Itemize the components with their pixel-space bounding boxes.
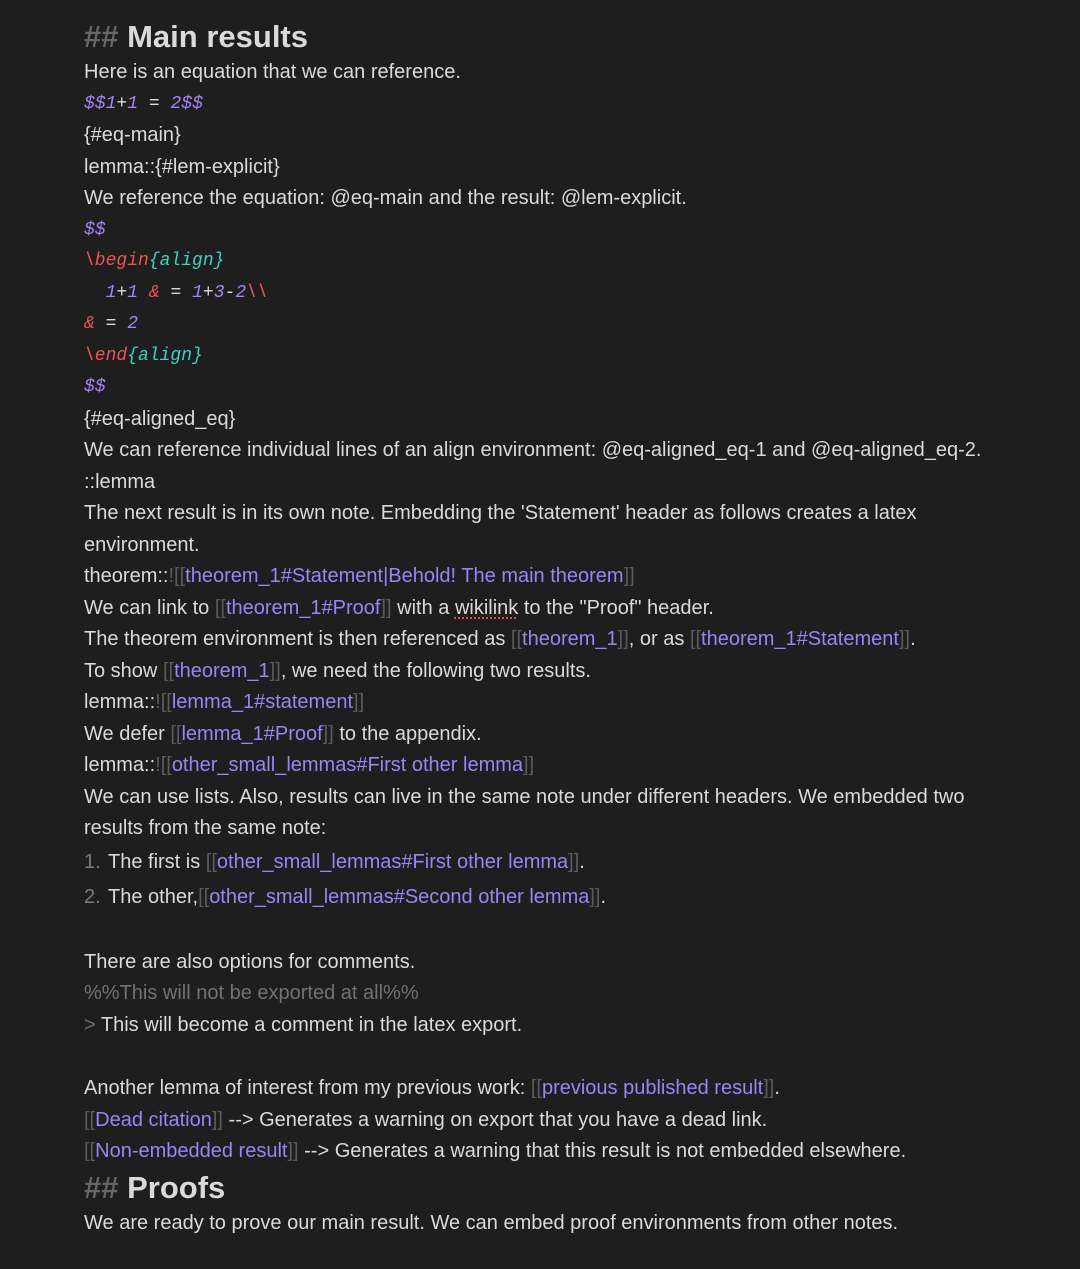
link-bracket: ]] <box>322 722 334 745</box>
wikilink-previous-result[interactable]: previous published result <box>541 1077 764 1099</box>
text: The first is <box>108 850 206 873</box>
heading-main-results <box>84 0 1004 57</box>
wikilink-theorem-proof[interactable]: theorem_1#Proof <box>225 596 381 619</box>
text: This will become a comment in the latex export. <box>95 1013 523 1036</box>
wikilink-second-other-lemma[interactable]: other_small_lemmas#Second other lemma <box>209 885 590 908</box>
latex-env: {align} <box>127 345 203 366</box>
link-bracket: ]] <box>287 1140 299 1162</box>
link-bracket: ]] <box>568 850 580 873</box>
paragraph-lists: We can use lists. Also, results can live in the same note under different headers. We embedded two results from the same note: <box>84 785 971 839</box>
env-prefix: theorem:: <box>84 565 169 587</box>
math-op: = <box>94 314 128 334</box>
paragraph-previous <box>84 1073 1004 1105</box>
link-bracket: ]] <box>211 1108 223 1131</box>
paragraph-comments: There are also options for comments. <box>84 950 416 973</box>
paragraph-reference: We reference the equation: @eq-main and the result: @lem-explicit. <box>84 187 687 209</box>
link-bracket: ]] <box>623 565 635 587</box>
align-open <box>84 215 1004 247</box>
paragraph-eq-intro: Here is an equation that we can reference. <box>84 61 461 83</box>
math-num: 3 <box>213 282 225 303</box>
math-newline: \\ <box>246 282 268 303</box>
blank-line <box>84 1041 1004 1073</box>
link-bracket: [[ <box>160 691 172 713</box>
theorem-embed-line <box>84 561 1004 593</box>
text: To show <box>84 659 163 682</box>
paragraph-proofs: We are ready to prove our main result. We can embed proof environments from other notes. <box>84 1211 899 1234</box>
link-bracket: ]] <box>269 659 281 682</box>
math-delim: $$ <box>84 219 106 240</box>
list-item <box>84 880 1004 915</box>
math-op: - <box>224 282 236 303</box>
wikilink-dead-citation[interactable]: Dead citation <box>95 1108 212 1131</box>
lemma-close: ::lemma <box>84 470 156 493</box>
spellcheck-word[interactable]: wikilink <box>454 596 519 619</box>
text: We can link to <box>84 596 215 619</box>
text: with a <box>391 596 455 619</box>
latex-command: \begin <box>84 251 149 271</box>
math-op: + <box>116 282 128 303</box>
wikilink-first-other-lemma[interactable]: other_small_lemmas#First other lemma <box>216 850 569 873</box>
text: --> Generates a warning that this result is not embedded elsewhere. <box>298 1140 907 1162</box>
list-item <box>84 845 1004 880</box>
embed-mark: ! <box>155 691 161 713</box>
label-aligned: {#eq-aligned_eq} <box>84 407 236 430</box>
align-row-1 <box>84 278 1004 310</box>
paragraph-theorem-ref <box>84 624 1004 656</box>
label-lemma: lemma::{#lem-explicit} <box>84 155 280 178</box>
text: , we need the following two results. <box>280 659 591 682</box>
wikilink-lemma-1-proof[interactable]: lemma_1#Proof <box>181 722 323 745</box>
env-prefix: lemma:: <box>84 754 156 776</box>
math-op: = <box>138 93 171 114</box>
link-bracket: ]] <box>898 628 911 650</box>
wikilink-first-other-lemma[interactable]: other_small_lemmas#First other lemma <box>171 754 524 776</box>
align-end <box>84 341 1004 373</box>
math-delim: $$ <box>84 93 106 114</box>
math-amp: & <box>138 282 160 303</box>
text: The theorem environment is then referenced as <box>84 628 511 650</box>
math-delim: $$ <box>181 93 203 114</box>
text: to the appendix. <box>333 722 482 745</box>
text: . <box>774 1077 780 1099</box>
link-bracket: ]] <box>617 628 629 650</box>
wikilink-non-embedded[interactable]: Non-embedded result <box>95 1140 288 1162</box>
paragraph-align-ref: We can reference individual lines of an align environment: @eq-aligned_eq-1 and @eq-aligned_eq-2. <box>84 439 982 461</box>
link-bracket: ]] <box>380 596 392 619</box>
math-num: 2 <box>127 314 139 334</box>
wikilink-theorem-statement[interactable]: theorem_1#Statement|Behold! The main theorem <box>185 565 624 587</box>
math-op: = <box>159 282 193 303</box>
link-bracket: [[ <box>84 1108 96 1131</box>
wikilink-theorem-1[interactable]: theorem_1 <box>174 659 270 682</box>
wikilink-theorem-1-statement[interactable]: theorem_1#Statement <box>701 628 899 650</box>
label-eq-main: {#eq-main} <box>84 124 181 146</box>
wikilink-theorem-1[interactable]: theorem_1 <box>522 628 618 650</box>
paragraph-link-proof <box>84 593 1004 625</box>
align-close <box>84 372 1004 404</box>
text: . <box>910 628 916 650</box>
text: --> Generates a warning on export that you have a dead link. <box>223 1108 768 1131</box>
link-bracket: [[ <box>198 885 210 908</box>
quote-marker: > <box>84 1013 96 1036</box>
non-embedded-line <box>84 1136 1004 1168</box>
math-inline-line <box>84 89 1004 121</box>
link-bracket: ]] <box>353 691 365 713</box>
link-bracket: [[ <box>205 850 217 873</box>
heading-hash: ## <box>84 1169 119 1205</box>
lemma-embed-1 <box>84 687 1004 719</box>
link-bracket: [[ <box>530 1077 542 1099</box>
link-bracket: ]] <box>763 1077 775 1099</box>
link-bracket: ]] <box>523 754 535 776</box>
markdown-editor[interactable] <box>84 0 1004 1239</box>
embed-mark: ! <box>168 565 175 587</box>
math-num: 2 <box>235 282 247 303</box>
heading-hash: ## <box>84 19 119 54</box>
math-num: 1 <box>127 93 139 114</box>
heading-title: Proofs <box>127 1169 226 1205</box>
math-op: + <box>116 93 128 114</box>
math-num: 1 <box>127 282 139 303</box>
text: We defer <box>84 722 171 745</box>
paragraph-defer <box>84 719 1004 751</box>
math-num: 2 <box>170 93 182 114</box>
list-number: 2. <box>84 885 101 908</box>
text: to the "Proof" header. <box>518 596 714 619</box>
link-bracket: [[ <box>162 659 175 682</box>
heading-title: Main results <box>127 19 308 54</box>
paragraph-next-result: The next result is in its own note. Embedding the 'Statement' header as follows creates a latex environment. <box>84 502 923 556</box>
link-bracket: [[ <box>510 628 523 650</box>
link-bracket: [[ <box>84 1140 96 1162</box>
math-num: 1 <box>105 282 117 303</box>
blockquote-line <box>84 1010 1004 1042</box>
math-num: 1 <box>105 93 117 114</box>
latex-command: \end <box>84 345 128 366</box>
math-delim: $$ <box>84 377 106 397</box>
env-prefix: lemma:: <box>84 691 156 713</box>
link-bracket: [[ <box>214 596 226 619</box>
math-num: 1 <box>192 282 203 303</box>
blank-line <box>84 915 1004 947</box>
text: . <box>600 885 607 908</box>
heading-proofs <box>84 1168 1004 1208</box>
text: The other, <box>108 885 199 908</box>
list-number: 1. <box>84 850 101 873</box>
dead-citation-line <box>84 1105 1004 1137</box>
indent <box>84 283 106 303</box>
latex-env: {align} <box>148 251 225 271</box>
link-bracket: [[ <box>170 722 182 745</box>
text: , or as <box>628 628 690 650</box>
wikilink-lemma-1-statement[interactable]: lemma_1#statement <box>171 691 354 713</box>
math-op: + <box>202 282 214 303</box>
math-amp: & <box>84 314 95 334</box>
link-bracket: [[ <box>160 754 172 776</box>
align-row-2 <box>84 309 1004 341</box>
link-bracket: [[ <box>174 565 186 587</box>
embed-mark: ! <box>155 754 161 776</box>
text: . <box>579 850 585 873</box>
comment-line: %%This will not be exported at all%% <box>84 982 419 1004</box>
text: Another lemma of interest from my previous work: <box>84 1077 531 1099</box>
link-bracket: ]] <box>589 885 601 908</box>
lemma-embed-2 <box>84 750 1004 782</box>
link-bracket: [[ <box>689 628 702 650</box>
align-begin <box>84 246 1004 278</box>
paragraph-to-show <box>84 656 1004 688</box>
